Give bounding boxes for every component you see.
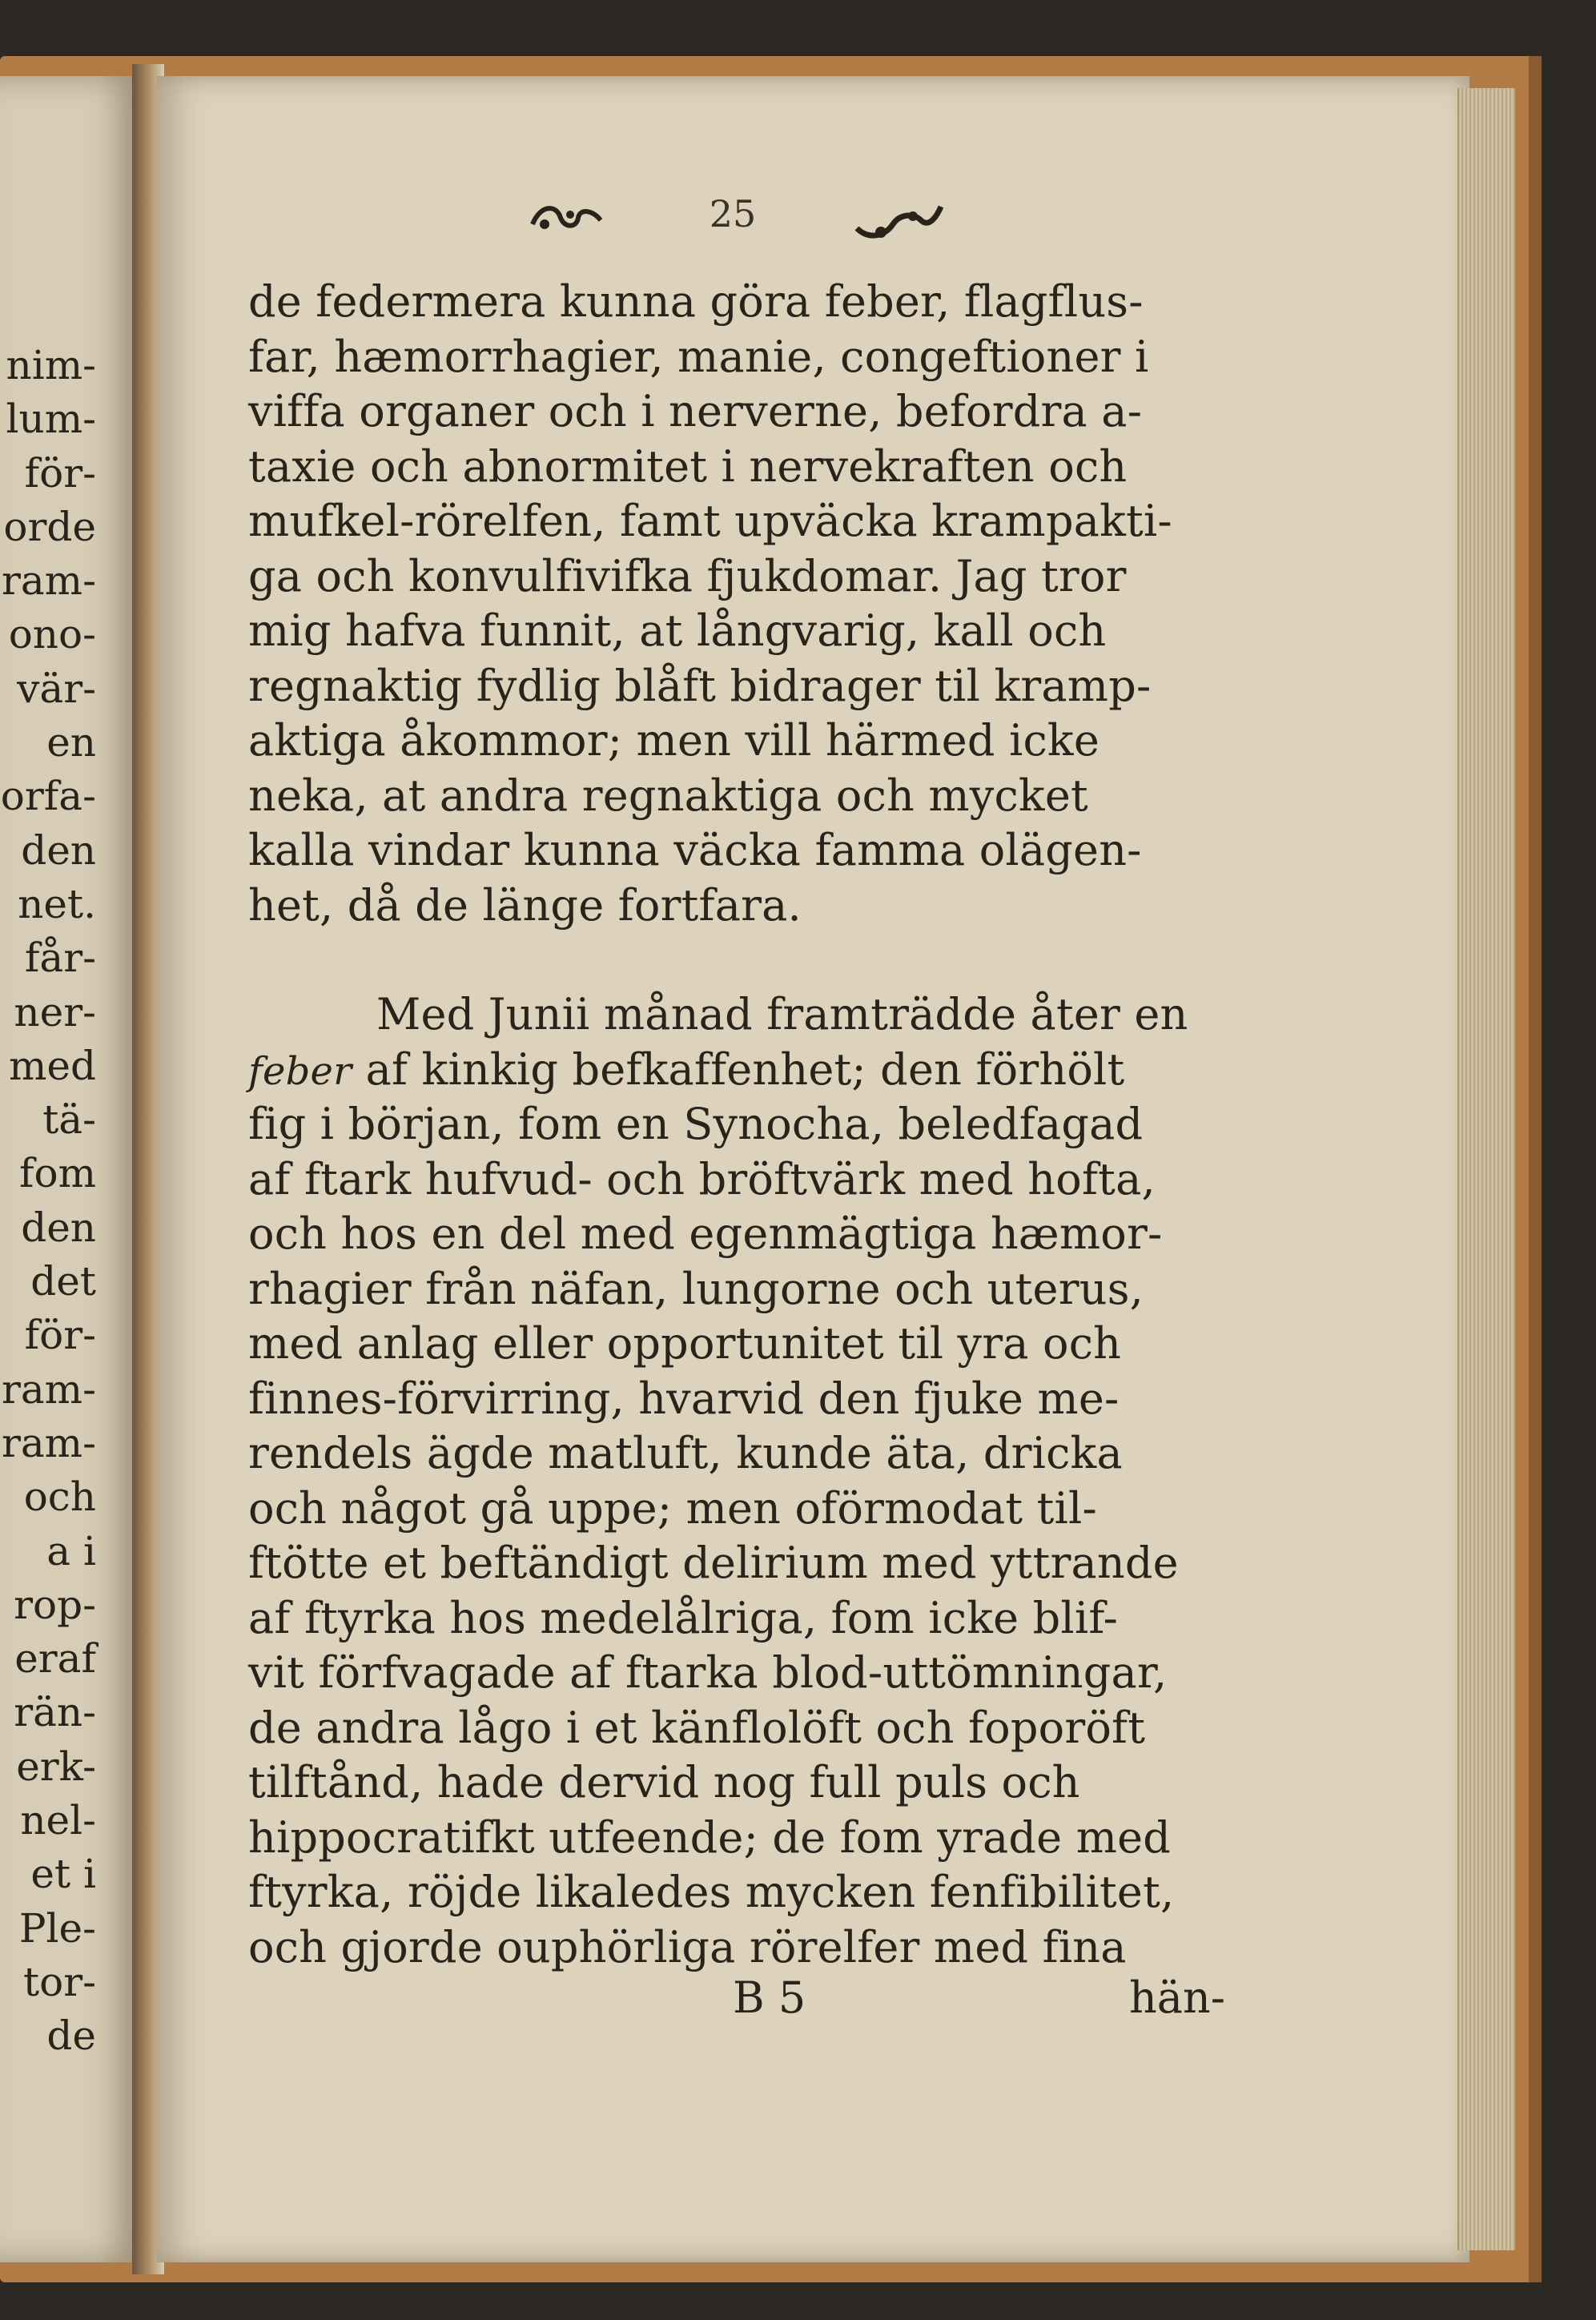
text-line: fig i början, fom en Synocha, beledfagad bbox=[248, 1099, 1144, 1149]
text-line: ga och konvulfivifka fjukdomar. Jag tror bbox=[248, 550, 1127, 601]
text-line: regnaktig fydlig blåft bidrager til kramp- bbox=[248, 660, 1152, 711]
text-line: och gjorde ouphörliga rörelfer med fina bbox=[248, 1921, 1127, 1972]
catchword: hän- bbox=[1129, 1972, 1225, 2023]
text-line: eraf bbox=[14, 1635, 96, 1683]
text-line: ftötte et beftändigt delirium med yttrande bbox=[248, 1538, 1179, 1588]
text-line: rop- bbox=[14, 1581, 96, 1628]
paragraph-2-second-line bbox=[248, 1043, 1225, 1098]
text-line: rendels ägde matluft, kunde äta, dricka bbox=[248, 1428, 1123, 1478]
text-line: och hos en del med egenmägtiga hæmor- bbox=[248, 1208, 1163, 1259]
text-line: taxie och abnormitet i nervekraften och bbox=[248, 440, 1128, 492]
text-line: nim- bbox=[6, 342, 96, 388]
feber-italic-word: feber bbox=[248, 1048, 352, 1094]
text-line: de andra lågo i et känflolöft och foporöft bbox=[248, 1702, 1146, 1753]
text-line: de federmera kunna göra feber, flagflus- bbox=[248, 276, 1144, 327]
text-line: ram- bbox=[1, 1365, 96, 1413]
text-line: det bbox=[30, 1258, 96, 1305]
text-line: a i bbox=[46, 1527, 96, 1574]
cover-edge bbox=[1529, 56, 1542, 2282]
text-line: het, då de länge fortfara. bbox=[248, 879, 802, 931]
body-text bbox=[248, 275, 1225, 1975]
page-footer bbox=[248, 1972, 1225, 2028]
text-line: den bbox=[21, 826, 96, 874]
text-line: finnes-förvirring, hvarvid den fjuke me- bbox=[248, 1373, 1120, 1424]
text-line: nel- bbox=[20, 1797, 96, 1844]
text-line: tä- bbox=[42, 1096, 96, 1144]
paragraph-2-first-line: Med Junii månad framträdde åter en bbox=[376, 989, 1188, 1039]
text-line: en bbox=[46, 719, 96, 766]
text-line: rhagier från näfan, lungorne och uterus, bbox=[248, 1263, 1144, 1314]
text-line: får- bbox=[24, 935, 96, 982]
text-line: ram- bbox=[1, 1419, 96, 1466]
text-line: fom bbox=[18, 1150, 96, 1197]
text-line: och något gå uppe; men oförmodat til- bbox=[248, 1482, 1097, 1534]
text-line: mufkel-rörelfen, famt upväcka krampakti- bbox=[248, 496, 1172, 546]
facing-page-text bbox=[0, 339, 96, 2064]
text-line: den bbox=[21, 1204, 96, 1251]
page-edges bbox=[1457, 88, 1515, 2250]
text-line: ono- bbox=[8, 611, 96, 658]
signature-mark: B 5 bbox=[733, 1972, 806, 2023]
text-line: för- bbox=[24, 1312, 96, 1359]
text-line: för- bbox=[24, 449, 96, 497]
text-line: af ftark hufvud- och bröftvärk med hofta, bbox=[248, 1153, 1156, 1204]
paragraph-1 bbox=[248, 275, 1225, 933]
text-line: lum- bbox=[6, 396, 96, 443]
text-line: kalla vindar kunna väcka famma olägen- bbox=[248, 825, 1142, 875]
text-line: och bbox=[23, 1474, 96, 1521]
left-flourish-ornament bbox=[529, 200, 605, 236]
text-line: vit förfvagade af ftarka blod-uttömningar, bbox=[248, 1647, 1168, 1698]
text-line: erk- bbox=[16, 1743, 96, 1790]
paragraph-gap bbox=[248, 933, 1225, 987]
text-line: far, hæmorrhagier, manie, congeftioner i bbox=[248, 331, 1149, 382]
paragraph-2 bbox=[248, 1097, 1225, 1975]
page-number: 25 bbox=[709, 192, 757, 235]
paragraph-2-second-line-rest: af kinkig befkaffenhet; den förhölt bbox=[352, 1043, 1125, 1095]
text-line: af ftyrka hos medelålriga, fom icke blif- bbox=[248, 1592, 1119, 1643]
text-line: orfa- bbox=[0, 773, 96, 820]
text-line: hippocratifkt utfeende; de fom yrade med bbox=[248, 1811, 1172, 1863]
text-line: neka, at andra regnaktiga och mycket bbox=[248, 770, 1088, 821]
text-line: ram- bbox=[1, 557, 96, 605]
text-line: aktiga åkommor; men vill härmed icke bbox=[248, 715, 1100, 766]
text-line: tilftånd, hade dervid nog full puls och bbox=[248, 1757, 1080, 1807]
text-line: med anlag eller opportunitet til yra och bbox=[248, 1318, 1122, 1369]
right-flourish-ornament bbox=[853, 200, 945, 244]
text-line: orde bbox=[3, 503, 96, 550]
text-line: vär- bbox=[17, 665, 96, 712]
text-line: med bbox=[8, 1042, 96, 1089]
text-line: rän- bbox=[14, 1689, 96, 1736]
facing-page bbox=[0, 76, 143, 2262]
page-header bbox=[529, 192, 945, 248]
text-line: ner- bbox=[14, 988, 96, 1035]
text-line: net. bbox=[18, 880, 96, 927]
text-line: Ple- bbox=[18, 1904, 96, 1952]
text-line: viffa organer och i nerverne, befordra a- bbox=[248, 386, 1143, 436]
text-line: tor- bbox=[23, 1958, 96, 2005]
text-line: ftyrka, röjde likaledes mycken fenfibilitet, bbox=[248, 1867, 1175, 1917]
text-line: de bbox=[46, 2012, 96, 2060]
text-line: et i bbox=[30, 1851, 96, 1898]
text-line: mig hafva funnit, at långvarig, kall och bbox=[248, 605, 1107, 656]
